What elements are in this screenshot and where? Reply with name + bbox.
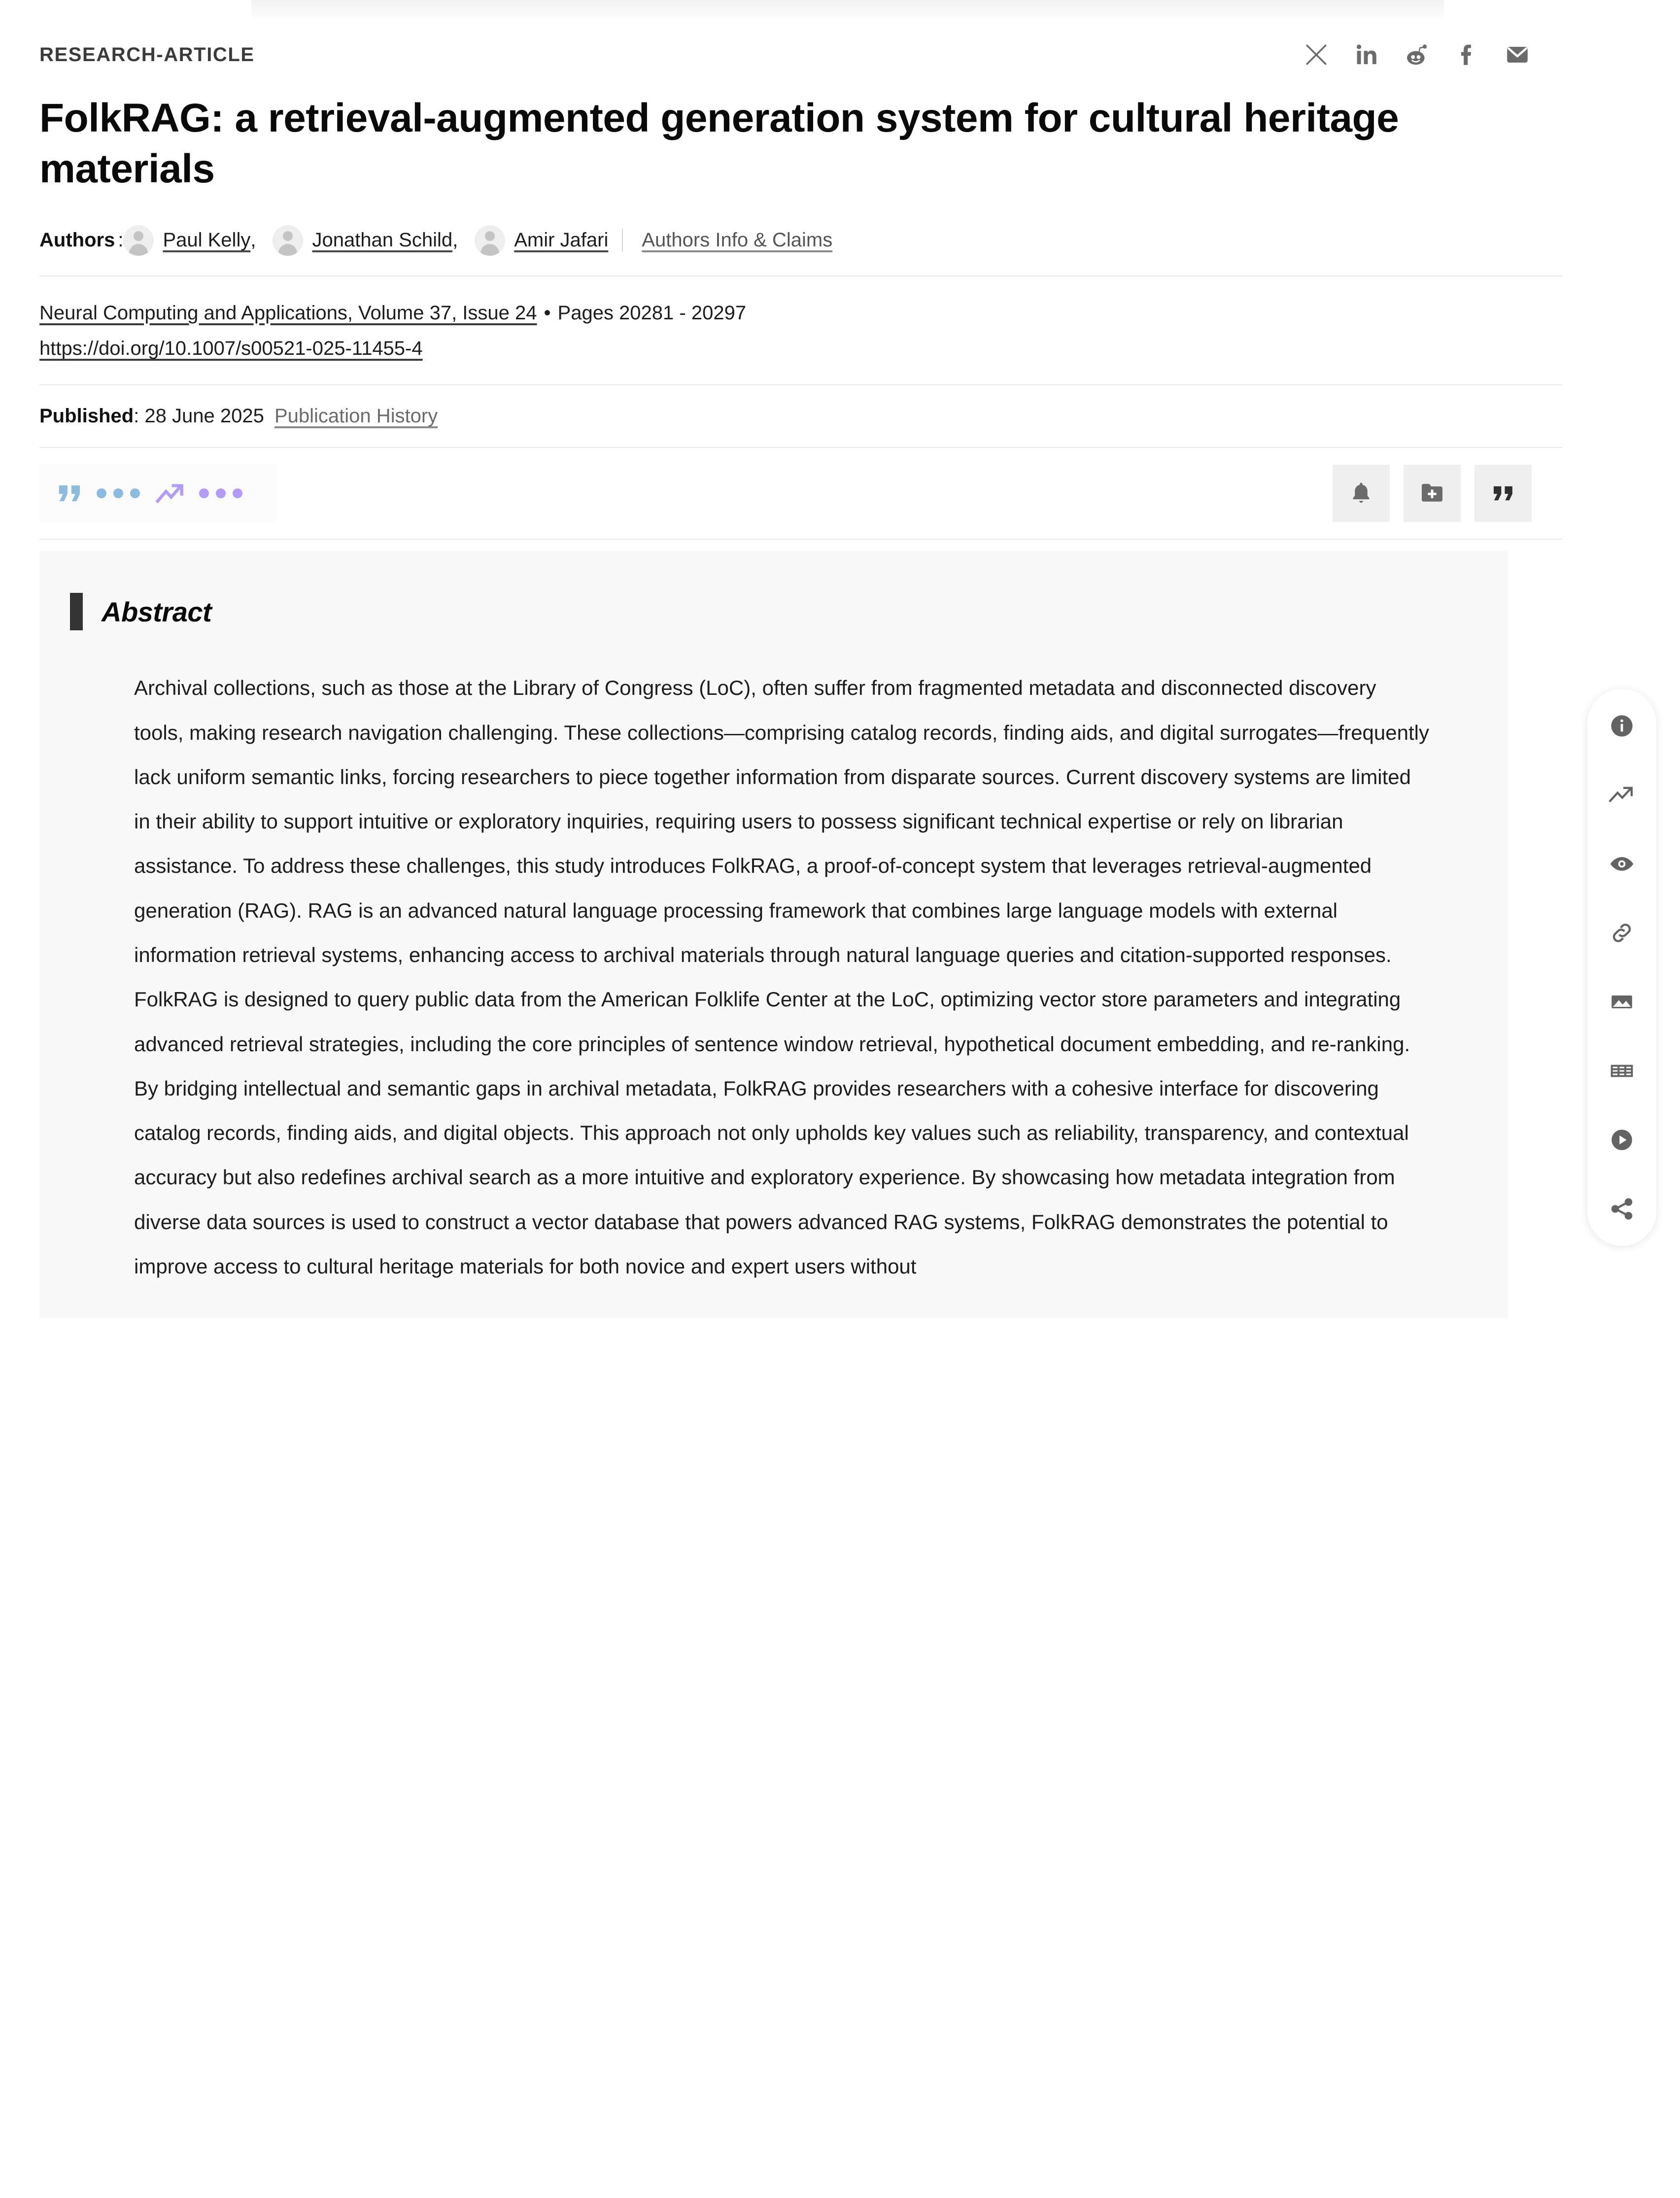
published-label: Published [39, 405, 134, 427]
journal-link[interactable]: Neural Computing and Applications, Volume 37, Issue 24 [39, 302, 537, 324]
author-link[interactable]: Jonathan Schild [312, 229, 453, 251]
author-entry-2 [475, 225, 608, 256]
abstract-text: Archival collections, such as those at the Library of Congress (LoC), often suffer from fragmented metadata and disconnected discovery tools, making research navigation challenging. These collections—comprising catalog records, finding aids, and digital surrogates—frequently lack uniform semantic links, forcing researchers to piece together information from disparate sources. Current discovery systems are limited in their ability to support intuitive or exploratory inquiries, requiring users to possess significant technical expertise or rely on librarian assistance. To address these challenges, this study introduces FolkRAG, a proof-of-concept system that leverages retrieval-augmented generation (RAG). RAG is an advanced natural language processing framework that combines large language models with external information retrieval systems, enhancing access to archival materials through natural language queries and citation-supported responses. FolkRAG is designed to query public data from the American Folklife Center at the LoC, optimizing vector store parameters and integrating advanced retrieval strategies, including the core principles of sentence window retrieval, hypothetical document embedding, and re-ranking. By bridging intellectual and semantic gaps in archival metadata, FolkRAG provides researchers with a cohesive interface for discovering catalog records, finding aids, and digital objects. This approach not only upholds key values such as reliability, transparency, and contextual accuracy but also redefines archival search as a more intuitive and exploratory experience. By showcasing how metadata integration from diverse data sources is used to construct a vector database that powers advanced RAG systems, FolkRAG demonstrates the potential to improve access to cultural heritage materials for both novice and expert users without [134, 676, 1429, 1278]
image-icon[interactable] [1604, 984, 1640, 1020]
table-icon[interactable] [1604, 1053, 1640, 1089]
alerts-button[interactable] [1333, 465, 1390, 522]
loading-dot [199, 488, 209, 498]
published-colon: : [134, 405, 139, 427]
avatar [475, 225, 505, 256]
social-share-group [1302, 40, 1562, 69]
downloads-metric[interactable] [155, 479, 257, 508]
loading-dot [130, 488, 140, 498]
folder-plus-icon [1418, 480, 1446, 507]
quote-icon [55, 479, 84, 508]
authors-colon: : [118, 229, 124, 251]
loading-dot [97, 488, 106, 498]
play-icon[interactable] [1604, 1122, 1640, 1158]
loading-dot [233, 488, 242, 498]
save-to-binder-button[interactable] [1404, 465, 1461, 522]
quote-icon [1490, 481, 1516, 506]
abstract-header [39, 593, 1508, 630]
trending-up-icon[interactable] [1604, 777, 1640, 813]
citation-count [97, 488, 140, 498]
eye-icon[interactable] [1604, 846, 1640, 882]
publication-history-link[interactable]: Publication History [274, 405, 438, 427]
abstract-card [39, 550, 1508, 1318]
author-entry-0 [123, 225, 269, 256]
linkedin-icon[interactable] [1352, 40, 1381, 69]
loading-dot [216, 488, 226, 498]
author-separator: , [250, 229, 256, 251]
published-row [39, 385, 1562, 447]
section-accent-bar [70, 593, 83, 630]
cite-button[interactable] [1474, 465, 1532, 522]
metrics-summary [39, 465, 277, 522]
download-count [199, 488, 242, 498]
abstract-section [39, 550, 1562, 1318]
published-date: 28 June 2025 [144, 405, 264, 427]
loading-dot [113, 488, 123, 498]
actions-row [39, 448, 1562, 539]
facebook-icon[interactable] [1453, 40, 1481, 69]
link-icon[interactable] [1604, 915, 1640, 951]
bell-icon [1348, 481, 1374, 506]
authors-row [39, 225, 1562, 275]
avatar [273, 225, 303, 256]
authors-info-claims-link[interactable]: Authors Info & Claims [642, 229, 833, 251]
email-icon[interactable] [1503, 40, 1532, 69]
authors-label: Authors [39, 229, 115, 251]
trending-up-icon [155, 479, 186, 508]
authors-divider [622, 229, 623, 252]
reddit-icon[interactable] [1403, 40, 1431, 69]
author-separator: , [452, 229, 458, 251]
article-type-kicker: RESEARCH-ARTICLE [39, 44, 255, 66]
publication-meta [39, 276, 1562, 385]
author-entry-1 [273, 225, 471, 256]
article-action-buttons [1333, 465, 1562, 522]
abstract-heading: Abstract [102, 596, 212, 627]
x-twitter-icon[interactable] [1302, 40, 1331, 69]
share-icon[interactable] [1604, 1191, 1640, 1227]
meta-separator: • [544, 302, 551, 324]
page-range: Pages 20281 - 20297 [557, 302, 747, 324]
avatar [123, 225, 154, 256]
article-header [39, 0, 1562, 69]
article-tools-rail [1587, 689, 1656, 1246]
citation-metric[interactable] [55, 479, 155, 508]
page-title: FolkRAG: a retrieval-augmented generation system for cultural heritage materials [39, 96, 1399, 192]
doi-link[interactable]: https://doi.org/10.1007/s00521-025-11455-4 [39, 338, 423, 360]
divider [39, 539, 1562, 540]
author-link[interactable]: Amir Jafari [514, 229, 609, 251]
info-icon[interactable] [1604, 708, 1640, 744]
author-link[interactable]: Paul Kelly [163, 229, 251, 251]
